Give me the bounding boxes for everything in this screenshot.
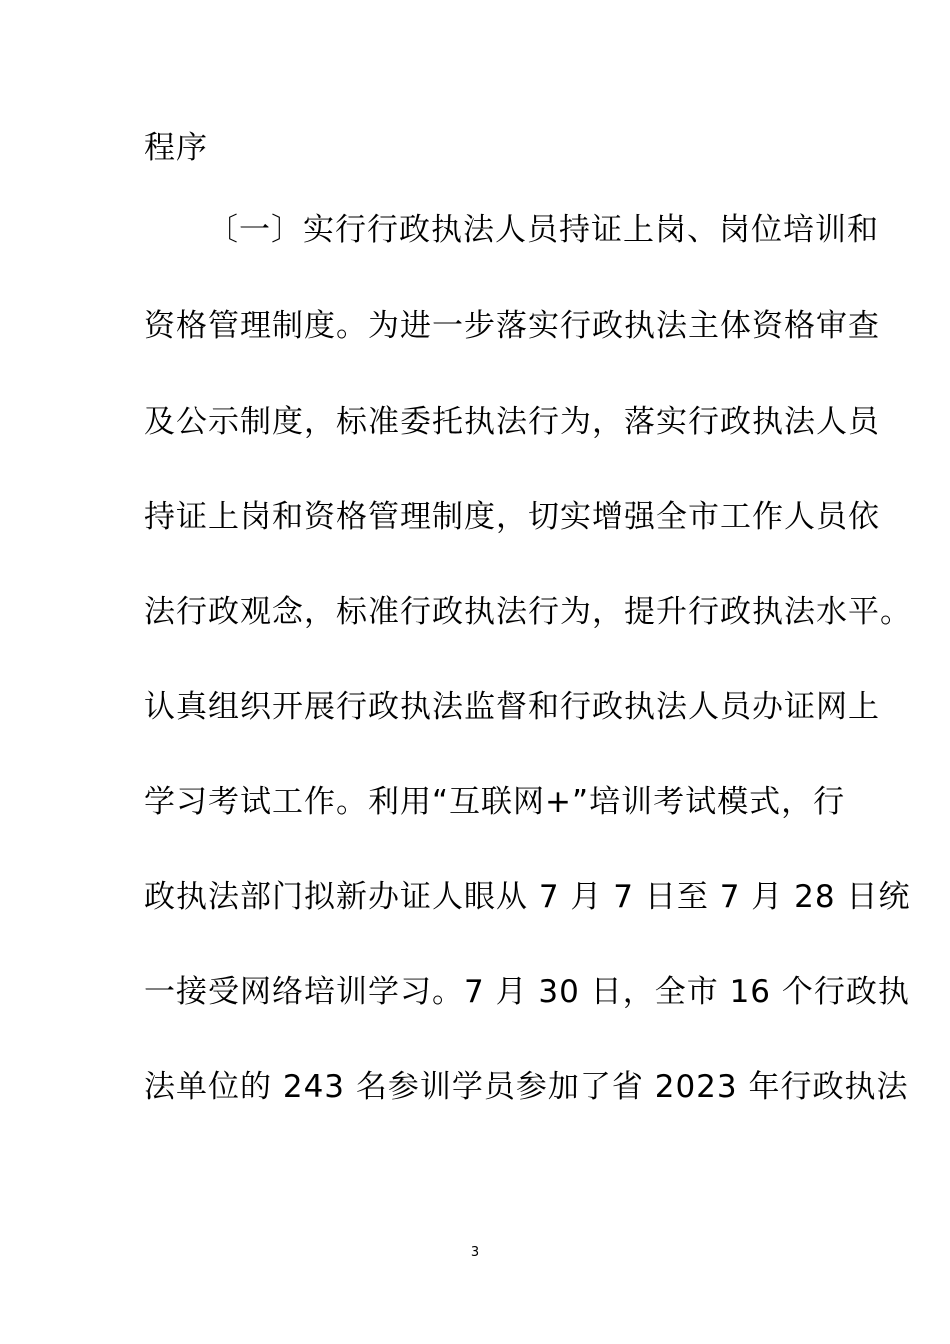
text-line: 政执法部门拟新办证人眼从 7 月 7 日至 7 月 28 日统 [144, 879, 911, 915]
text-line: 法行政观念，标准行政执法行为，提升行政执法水平。 [144, 594, 912, 630]
text-line: 认真组织开展行政执法监督和行政执法人员办证网上 [144, 689, 880, 725]
text-line: 程序 [144, 130, 208, 166]
text-line: 资格管理制度。为进一步落实行政执法主体资格审查 [144, 308, 880, 344]
text-line: 学习考试工作。利用“互联网+”培训考试模式，行 [144, 784, 846, 820]
text-line: 法单位的 243 名参训学员参加了省 2023 年行政执法 [144, 1069, 909, 1105]
text-line: 持证上岗和资格管理制度，切实增强全市工作人员依 [144, 499, 880, 535]
text-line: 〔一〕实行行政执法人员持证上岗、岗位培训和 [207, 212, 879, 248]
page-number: 3 [470, 1245, 480, 1260]
text-line: 及公示制度，标准委托执法行为，落实行政执法人员 [144, 404, 880, 440]
text-line: 一接受网络培训学习。7 月 30 日，全市 16 个行政执 [144, 974, 910, 1010]
